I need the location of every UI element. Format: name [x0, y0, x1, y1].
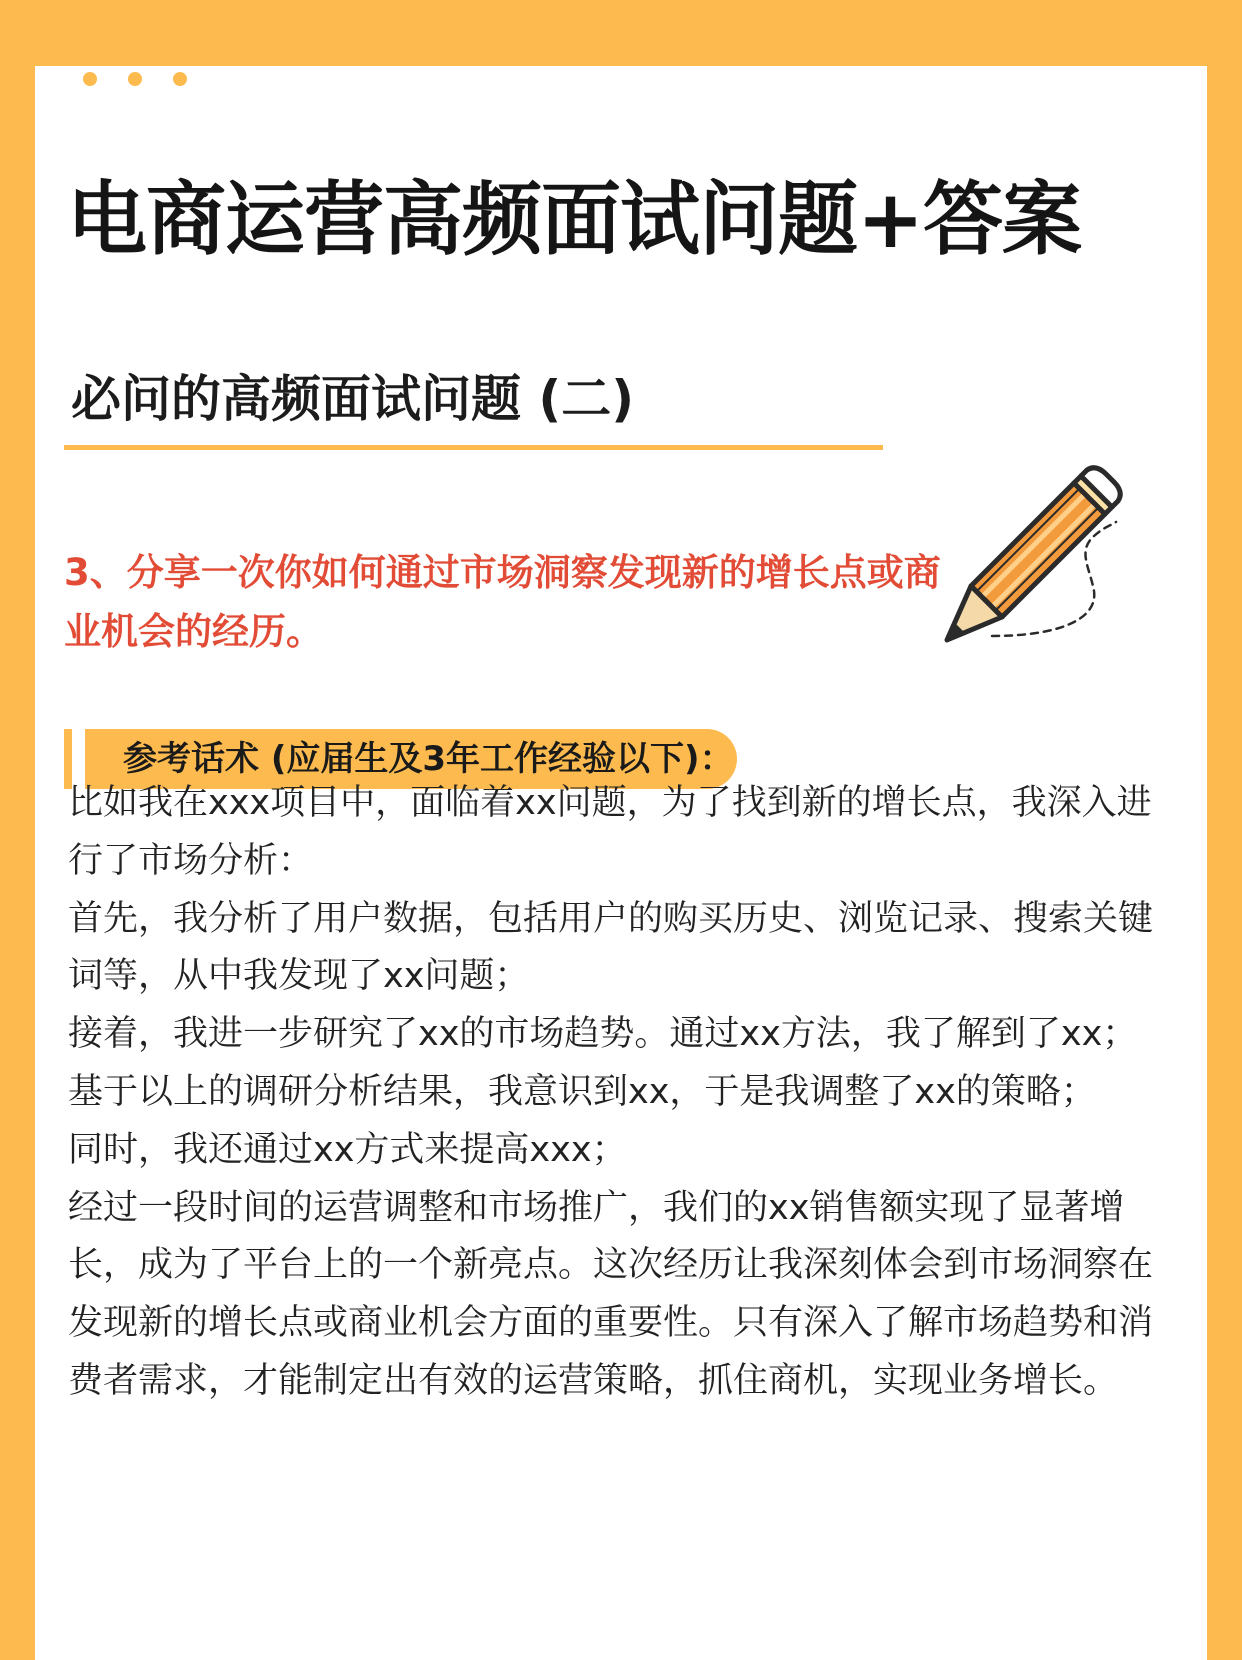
question-text: 3、分享一次你如何通过市场洞察发现新的增长点或商业机会的经历。 — [64, 551, 941, 653]
content-card — [35, 66, 1207, 1660]
answer-paragraph: 经过一段时间的运营调整和市场推广，我们的xx销售额实现了显著增长，成为了平台上的一个新亮点。这次经历让我深刻体会到市场洞察在发现新的增长点或商业机会方面的重要性。只有深入了解市场趋势和消费者需求，才能制定出有效的运营策略，抓住商机，实现业务增长。 — [68, 1187, 1154, 1401]
reference-label: 参考话术 (应届生及3年工作经验以下)： — [123, 739, 734, 779]
answer-body — [68, 775, 1176, 1411]
answer-paragraph: 接着，我进一步研究了xx的市场趋势。通过xx方法，我了解到了xx； — [68, 1014, 1138, 1055]
subtitle-underline — [64, 445, 883, 450]
section-subtitle: 必问的高频面试问题 (二) — [71, 370, 635, 428]
answer-paragraph: 比如我在xxx项目中，面临着xx问题，为了找到新的增长点，我深入进行了市场分析： — [68, 783, 1152, 881]
pencil-icon — [940, 456, 1190, 686]
dot-icon — [83, 72, 97, 86]
answer-paragraph: 基于以上的调研分析结果，我意识到xx，于是我调整了xx的策略； — [68, 1071, 1096, 1112]
answer-paragraph: 同时，我还通过xx方式来提高xxx； — [68, 1129, 627, 1170]
answer-paragraph: 首先，我分析了用户数据，包括用户的购买历史、浏览记录、搜索关键词等，从中我发现了xx问题； — [68, 898, 1154, 997]
page-title: 电商运营高频面试问题+答案 — [67, 173, 1082, 266]
dot-icon — [173, 72, 187, 86]
dot-icon — [128, 72, 142, 86]
